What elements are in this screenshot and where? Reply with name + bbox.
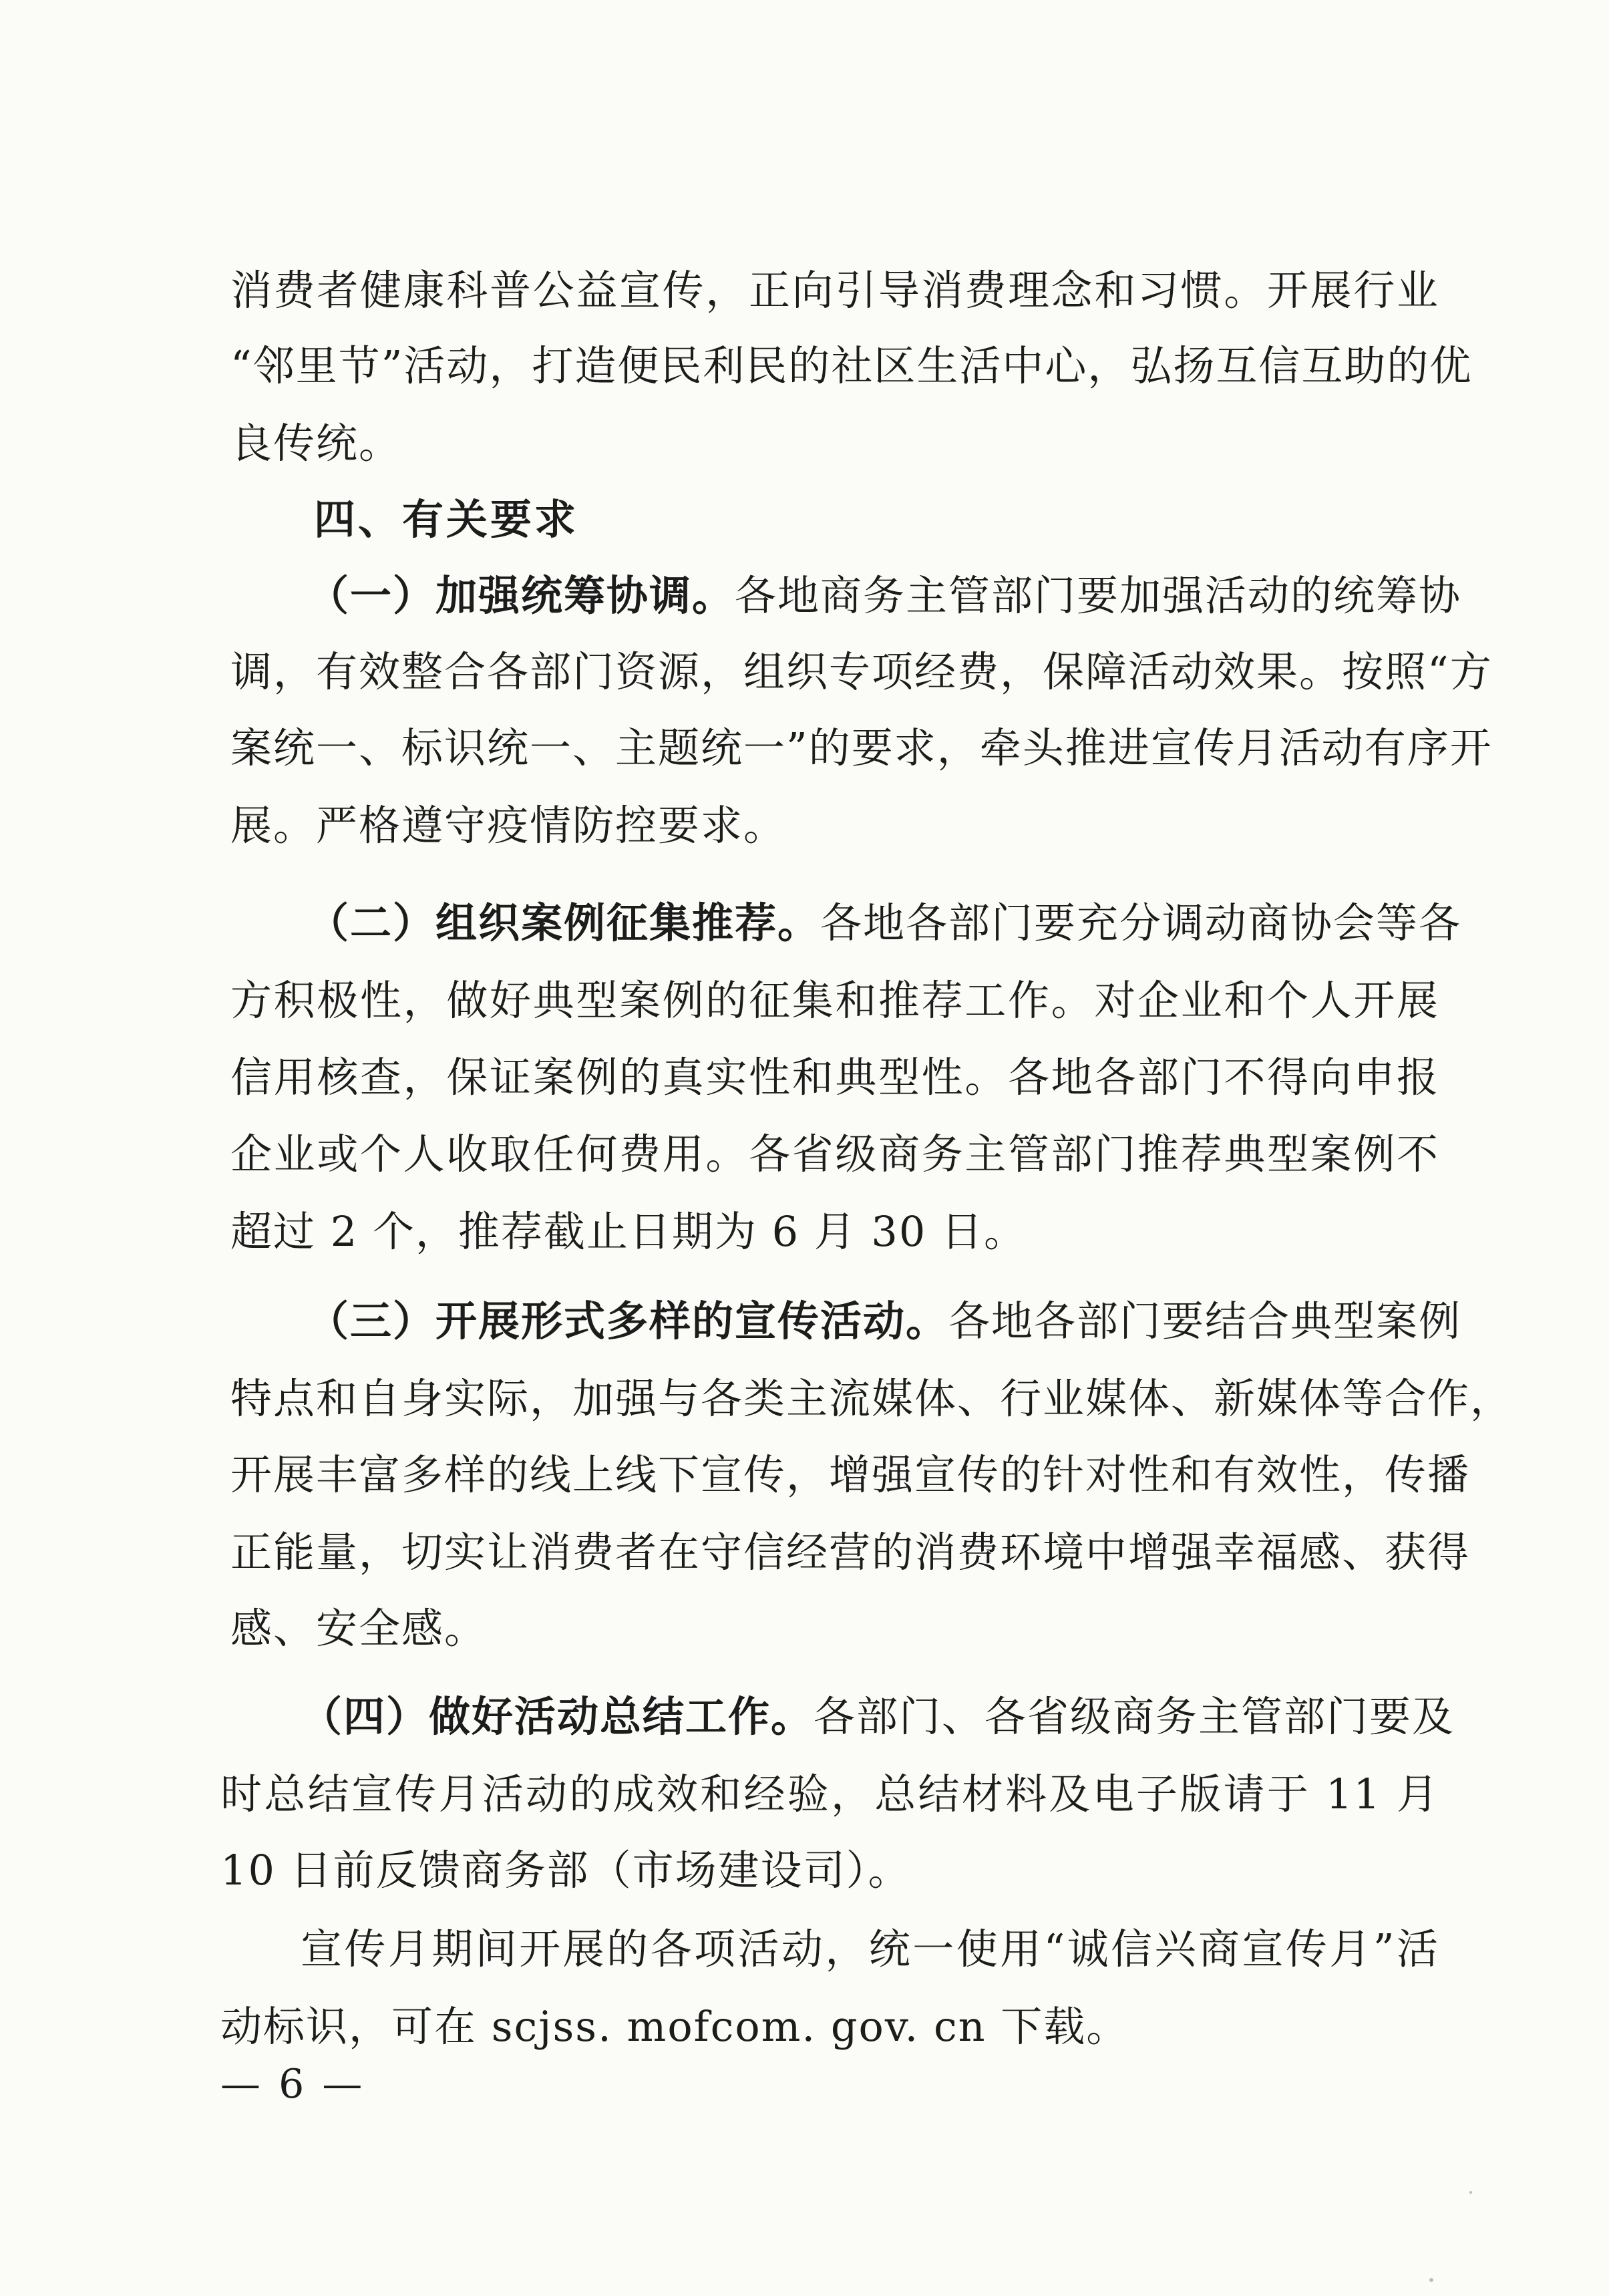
- item-1-title: （一）加强统筹协调。: [307, 571, 735, 620]
- section-heading: 四、有关要求: [314, 495, 579, 544]
- page-number: — 6 —: [220, 2061, 365, 2108]
- item-2-title: （二）组织案例征集推荐。: [307, 898, 821, 947]
- text-line: 感、安全感。: [230, 1604, 488, 1653]
- item-4-text: 各部门、各省级商务主管部门要及: [814, 1692, 1455, 1741]
- item-1-text: 各地商务主管部门要加强活动的统筹协: [735, 571, 1462, 620]
- text-line: 消费者健康科普公益宣传，正向引导消费理念和习惯。开展行业: [230, 266, 1439, 315]
- text-line: 调，有效整合各部门资源，组织专项经费，保障活动效果。按照“方: [230, 647, 1493, 696]
- item-3-first-line: [307, 1295, 1462, 1348]
- text-line: 10 日前反馈商务部（市场建设司）。: [220, 1846, 911, 1895]
- text-line: 信用核查，保证案例的真实性和典型性。各地各部门不得向申报: [230, 1053, 1439, 1102]
- text-line: 特点和自身实际，加强与各类主流媒体、行业媒体、新媒体等合作，: [230, 1374, 1513, 1423]
- text-line: 案统一、标识统一、主题统一”的要求，牵头推进宣传月活动有序开: [230, 723, 1493, 772]
- text-line: 超过 2 个，推荐截止日期为 6 月 30 日。: [230, 1207, 1027, 1256]
- scan-speck: [1469, 2191, 1472, 2194]
- closing-line: 宣传月期间开展的各项活动，统一使用“诚信兴商宣传月”活: [301, 1925, 1439, 1973]
- text-line: 时总结宣传月活动的成效和经验，总结材料及电子版请于 11 月: [220, 1770, 1439, 1818]
- text-line: 企业或个人收取任何费用。各省级商务主管部门推荐典型案例不: [230, 1130, 1439, 1178]
- text-line: 正能量，切实让消费者在守信经营的消费环境中增强幸福感、获得: [230, 1528, 1471, 1577]
- item-4-title: （四）做好活动总结工作。: [301, 1692, 814, 1741]
- text-line: 展。严格遵守疫情防控要求。: [230, 801, 787, 850]
- text-line: 开展丰富多样的线上线下宣传，增强宣传的针对性和有效性，传播: [230, 1450, 1471, 1499]
- text-line: 方积极性，做好典型案例的征集和推荐工作。对企业和个人开展: [230, 976, 1439, 1025]
- item-4-first-line: [301, 1690, 1455, 1744]
- closing-line: 动标识，可在 scjss. mofcom. gov. cn 下载。: [220, 2002, 1129, 2051]
- item-2-text: 各地各部门要充分调动商协会等各: [820, 898, 1462, 947]
- item-3-text: 各地各部门要结合典型案例: [948, 1297, 1462, 1345]
- item-1-first-line: [307, 569, 1462, 623]
- item-3-title: （三）开展形式多样的宣传活动。: [307, 1297, 949, 1345]
- text-line: “邻里节”活动，打造便民利民的社区生活中心，弘扬互信互助的优: [230, 341, 1473, 390]
- scan-speck: [1429, 2278, 1433, 2282]
- item-2-first-line: [307, 896, 1462, 950]
- text-line: 良传统。: [230, 419, 402, 468]
